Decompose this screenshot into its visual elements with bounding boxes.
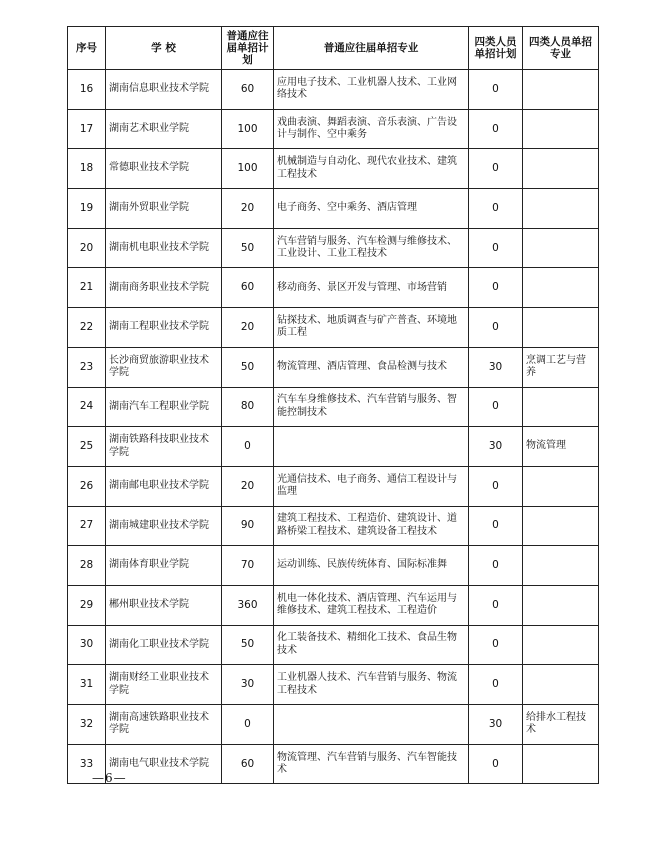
cell-school: 湖南邮电职业技术学院: [106, 466, 222, 506]
table-row: [68, 347, 599, 387]
cell-four-plan: 0: [469, 665, 523, 705]
cell-school: 长沙商贸旅游职业技术学院: [106, 347, 222, 387]
cell-plan: 80: [222, 387, 274, 427]
cell-four-plan: 30: [469, 705, 523, 745]
cell-seq: 25: [68, 427, 106, 467]
cell-four-majors: [523, 109, 599, 149]
cell-four-plan: 0: [469, 625, 523, 665]
cell-majors: 钻探技术、地质调查与矿产普查、环境地质工程: [274, 308, 469, 348]
cell-school: 湖南艺术职业学院: [106, 109, 222, 149]
cell-majors: [274, 427, 469, 467]
page-number: —6—: [92, 771, 127, 785]
cell-four-majors: [523, 70, 599, 110]
header-four-majors: 四类人员单招专业: [523, 27, 599, 70]
table-row: [68, 109, 599, 149]
cell-four-majors: [523, 625, 599, 665]
cell-school: 湖南电气职业技术学院: [106, 744, 222, 784]
cell-majors: 应用电子技术、工业机器人技术、工业网络技术: [274, 70, 469, 110]
table-row: [68, 546, 599, 586]
cell-plan: 0: [222, 705, 274, 745]
cell-school: 湖南城建职业技术学院: [106, 506, 222, 546]
table-header-row: [68, 27, 599, 70]
cell-school: 湖南铁路科技职业技术学院: [106, 427, 222, 467]
cell-four-majors: [523, 546, 599, 586]
cell-seq: 21: [68, 268, 106, 308]
cell-seq: 17: [68, 109, 106, 149]
cell-majors: 建筑工程技术、工程造价、建筑设计、道路桥梁工程技术、建筑设备工程技术: [274, 506, 469, 546]
cell-majors: 移动商务、景区开发与管理、市场营销: [274, 268, 469, 308]
cell-majors: 物流管理、酒店管理、食品检测与技术: [274, 347, 469, 387]
header-school: 学 校: [106, 27, 222, 70]
cell-four-plan: 0: [469, 506, 523, 546]
cell-four-plan: 0: [469, 585, 523, 625]
cell-plan: 50: [222, 625, 274, 665]
table-row: [68, 189, 599, 229]
cell-four-majors: 物流管理: [523, 427, 599, 467]
cell-four-plan: 0: [469, 546, 523, 586]
cell-seq: 28: [68, 546, 106, 586]
table-row: [68, 506, 599, 546]
cell-four-majors: [523, 189, 599, 229]
cell-plan: 50: [222, 228, 274, 268]
cell-four-majors: [523, 585, 599, 625]
cell-seq: 30: [68, 625, 106, 665]
cell-school: 湖南财经工业职业技术学院: [106, 665, 222, 705]
cell-majors: 运动训练、民族传统体育、国际标准舞: [274, 546, 469, 586]
cell-majors: 机电一体化技术、酒店管理、汽车运用与维修技术、建筑工程技术、工程造价: [274, 585, 469, 625]
cell-school: 常德职业技术学院: [106, 149, 222, 189]
header-plan: 普通应往届单招计划: [222, 27, 274, 70]
cell-majors: 戏曲表演、舞蹈表演、音乐表演、广告设计与制作、空中乘务: [274, 109, 469, 149]
cell-plan: 50: [222, 347, 274, 387]
cell-school: 湖南商务职业技术学院: [106, 268, 222, 308]
cell-seq: 26: [68, 466, 106, 506]
cell-school: 湖南机电职业技术学院: [106, 228, 222, 268]
cell-school: 湖南体育职业学院: [106, 546, 222, 586]
cell-four-plan: 0: [469, 744, 523, 784]
table-row: [68, 466, 599, 506]
cell-four-majors: [523, 268, 599, 308]
cell-four-plan: 0: [469, 109, 523, 149]
cell-four-plan: 30: [469, 347, 523, 387]
cell-four-majors: 给排水工程技术: [523, 705, 599, 745]
cell-seq: 16: [68, 70, 106, 110]
cell-four-plan: 0: [469, 70, 523, 110]
table-row: [68, 387, 599, 427]
cell-four-majors: [523, 665, 599, 705]
cell-majors: 工业机器人技术、汽车营销与服务、物流工程技术: [274, 665, 469, 705]
school-plan-table: [67, 26, 599, 784]
cell-plan: 60: [222, 70, 274, 110]
cell-majors: 汽车营销与服务、汽车检测与维修技术、工业设计、工业工程技术: [274, 228, 469, 268]
table-row: [68, 585, 599, 625]
table-row: [68, 70, 599, 110]
cell-plan: 0: [222, 427, 274, 467]
cell-school: 郴州职业技术学院: [106, 585, 222, 625]
table-row: [68, 228, 599, 268]
cell-seq: 33: [68, 744, 106, 784]
cell-plan: 360: [222, 585, 274, 625]
table-row: [68, 427, 599, 467]
cell-majors: 机械制造与自动化、现代农业技术、建筑工程技术: [274, 149, 469, 189]
cell-four-plan: 0: [469, 466, 523, 506]
cell-four-majors: [523, 466, 599, 506]
cell-seq: 24: [68, 387, 106, 427]
cell-seq: 20: [68, 228, 106, 268]
table-row: [68, 268, 599, 308]
cell-majors: 汽车车身维修技术、汽车营销与服务、智能控制技术: [274, 387, 469, 427]
cell-majors: 化工装备技术、精细化工技术、食品生物技术: [274, 625, 469, 665]
cell-seq: 23: [68, 347, 106, 387]
header-seq: 序号: [68, 27, 106, 70]
cell-seq: 18: [68, 149, 106, 189]
cell-plan: 90: [222, 506, 274, 546]
cell-four-plan: 0: [469, 189, 523, 229]
cell-school: 湖南高速铁路职业技术学院: [106, 705, 222, 745]
cell-four-plan: 0: [469, 149, 523, 189]
cell-plan: 60: [222, 744, 274, 784]
cell-four-plan: 0: [469, 308, 523, 348]
table-row: [68, 308, 599, 348]
cell-four-majors: 烹调工艺与营养: [523, 347, 599, 387]
cell-seq: 19: [68, 189, 106, 229]
cell-school: 湖南工程职业技术学院: [106, 308, 222, 348]
cell-four-plan: 0: [469, 268, 523, 308]
cell-seq: 22: [68, 308, 106, 348]
cell-four-majors: [523, 228, 599, 268]
header-majors: 普通应往届单招专业: [274, 27, 469, 70]
cell-four-majors: [523, 387, 599, 427]
cell-plan: 20: [222, 308, 274, 348]
cell-school: 湖南信息职业技术学院: [106, 70, 222, 110]
cell-four-majors: [523, 149, 599, 189]
table-row: [68, 665, 599, 705]
cell-majors: 物流管理、汽车营销与服务、汽车智能技术: [274, 744, 469, 784]
table-row: [68, 625, 599, 665]
cell-four-majors: [523, 506, 599, 546]
cell-majors: 光通信技术、电子商务、通信工程设计与监理: [274, 466, 469, 506]
table-row: [68, 744, 599, 784]
cell-majors: 电子商务、空中乘务、酒店管理: [274, 189, 469, 229]
cell-school: 湖南汽车工程职业学院: [106, 387, 222, 427]
cell-majors: [274, 705, 469, 745]
cell-seq: 27: [68, 506, 106, 546]
table-row: [68, 705, 599, 745]
cell-plan: 20: [222, 189, 274, 229]
cell-plan: 30: [222, 665, 274, 705]
cell-school: 湖南外贸职业学院: [106, 189, 222, 229]
cell-plan: 60: [222, 268, 274, 308]
cell-plan: 100: [222, 109, 274, 149]
cell-school: 湖南化工职业技术学院: [106, 625, 222, 665]
cell-plan: 20: [222, 466, 274, 506]
cell-plan: 70: [222, 546, 274, 586]
cell-seq: 32: [68, 705, 106, 745]
cell-four-majors: [523, 308, 599, 348]
cell-four-plan: 0: [469, 387, 523, 427]
cell-plan: 100: [222, 149, 274, 189]
cell-four-plan: 30: [469, 427, 523, 467]
cell-seq: 31: [68, 665, 106, 705]
cell-seq: 29: [68, 585, 106, 625]
header-four-plan: 四类人员单招计划: [469, 27, 523, 70]
cell-four-majors: [523, 744, 599, 784]
table-row: [68, 149, 599, 189]
cell-four-plan: 0: [469, 228, 523, 268]
